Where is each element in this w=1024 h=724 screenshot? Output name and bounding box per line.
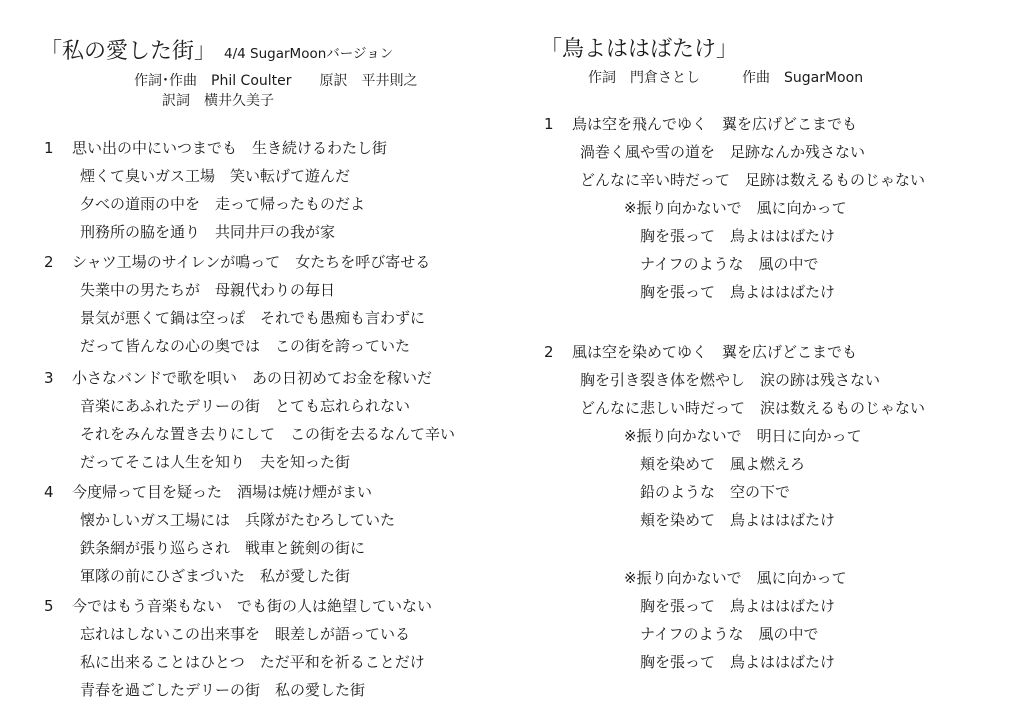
right-song-credit: 作詞 門倉さとし 作曲 SugarMoon [588, 70, 864, 86]
verse-line: 胸を引き裂き体を燃やし 涙の跡は残さない [580, 371, 881, 389]
verse-line: 懐かしいガス工場には 兵隊がたむろしていた [80, 511, 396, 529]
right-verse-1 [544, 110, 925, 306]
chorus-line: ナイフのような 風の中で [640, 255, 819, 273]
verse-number: 3 [44, 369, 54, 387]
verse-line: 音楽にあふれたデリーの街 とても忘れられない [80, 397, 411, 415]
verse-line: 1 思い出の中にいつまでも 生き続けるわたし街 [44, 134, 387, 162]
chorus-line: 胸を張って 鳥よははばたけ [640, 227, 836, 245]
right-final-chorus [544, 564, 847, 676]
left-verse-2 [44, 248, 430, 360]
verse-line: 刑務所の脇を通り 共同井戸の我が家 [80, 223, 336, 241]
verse-line: 忘れはしないこの出来事を 眼差しが語っている [80, 625, 411, 643]
chorus-line: ナイフのような 風の中で [640, 625, 819, 643]
left-verse-1 [44, 134, 387, 246]
verse-line: だって皆んなの心の奥では この街を誇っていた [80, 337, 411, 355]
right-song-title: 「鳥よははばたけ」 [540, 37, 739, 62]
chorus-line: 頬を染めて 風よ燃えろ [640, 455, 806, 473]
verse-number: 2 [544, 343, 554, 361]
verse-number: 1 [544, 115, 554, 133]
verse-number: 4 [44, 483, 54, 501]
chorus-line: 胸を張って 鳥よははばたけ [640, 653, 836, 671]
chorus-line: 鉛のような 空の下で [640, 483, 791, 501]
left-verse-3 [44, 364, 455, 476]
verse-line: 煙くて臭いガス工場 笑い転げて遊んだ [80, 167, 351, 185]
left-song-translator: 訳詞 横井久美子 [162, 93, 274, 109]
verse-line: 2 シャツ工場のサイレンが鳴って 女たちを呼び寄せる [44, 248, 430, 276]
verse-line: どんなに辛い時だって 足跡は数えるものじゃない [580, 171, 926, 189]
left-verse-4 [44, 478, 395, 590]
left-song-title: 「私の愛した街」 [40, 39, 217, 64]
verse-line: 景気が悪くて鍋は空っぽ それでも愚痴も言わずに [80, 309, 426, 327]
verse-number: 2 [44, 253, 54, 271]
verse-line: 夕べの道雨の中を 走って帰ったものだよ [80, 195, 366, 213]
verse-line: 私に出来ることはひとつ ただ平和を祈ることだけ [80, 653, 425, 671]
verse-number: 1 [44, 139, 54, 157]
verse-line: 渦巻く風や雪の道を 足跡なんか残さない [580, 143, 866, 161]
left-song-credit: 作詞･作曲 Phil Coulter 原訳 平井則之 [134, 73, 418, 89]
verse-line: 3 小さなバンドで歌を唄い あの日初めてお金を稼いだ [44, 364, 455, 392]
verse-line: 軍隊の前にひざまづいた 私が愛した街 [80, 567, 351, 585]
left-verse-5 [44, 592, 432, 704]
right-verse-2 [544, 338, 925, 534]
verse-line: 5 今ではもう音楽もない でも街の人は絶望していない [44, 592, 432, 620]
verse-line: だってそこは人生を知り 夫を知った街 [80, 453, 351, 471]
verse-line: 青春を過ごしたデリーの街 私の愛した街 [80, 681, 366, 699]
chorus-line: 胸を張って 鳥よははばたけ [640, 283, 836, 301]
chorus-head: ※振り向かないで 風に向かって [624, 199, 847, 217]
verse-line: 2 風は空を染めてゆく 翼を広げどこまでも [544, 338, 925, 366]
chorus-head: ※振り向かないで 風に向かって [624, 569, 847, 587]
verse-line: 失業中の男たちが 母親代わりの毎日 [80, 281, 336, 299]
right-song-header [540, 32, 738, 63]
chorus-head: ※振り向かないで 明日に向かって [624, 427, 862, 445]
verse-line: それをみんな置き去りにして この街を去るなんて辛い [80, 425, 456, 443]
verse-line: どんなに悲しい時だって 涙は数えるものじゃない [580, 399, 926, 417]
chorus-line: 胸を張って 鳥よははばたけ [640, 597, 836, 615]
verse-number: 5 [44, 597, 54, 615]
left-song-subtitle: 4/4 SugarMoonバージョン [224, 46, 394, 62]
verse-line: 4 今度帰って目を疑った 酒場は焼け煙がまい [44, 478, 395, 506]
verse-line: 1 鳥は空を飛んでゆく 翼を広げどこまでも [544, 110, 925, 138]
left-song-header [40, 34, 393, 65]
chorus-line: 頬を染めて 鳥よははばたけ [640, 511, 836, 529]
verse-line: 鉄条網が張り巡らされ 戦車と銃剣の街に [80, 539, 366, 557]
